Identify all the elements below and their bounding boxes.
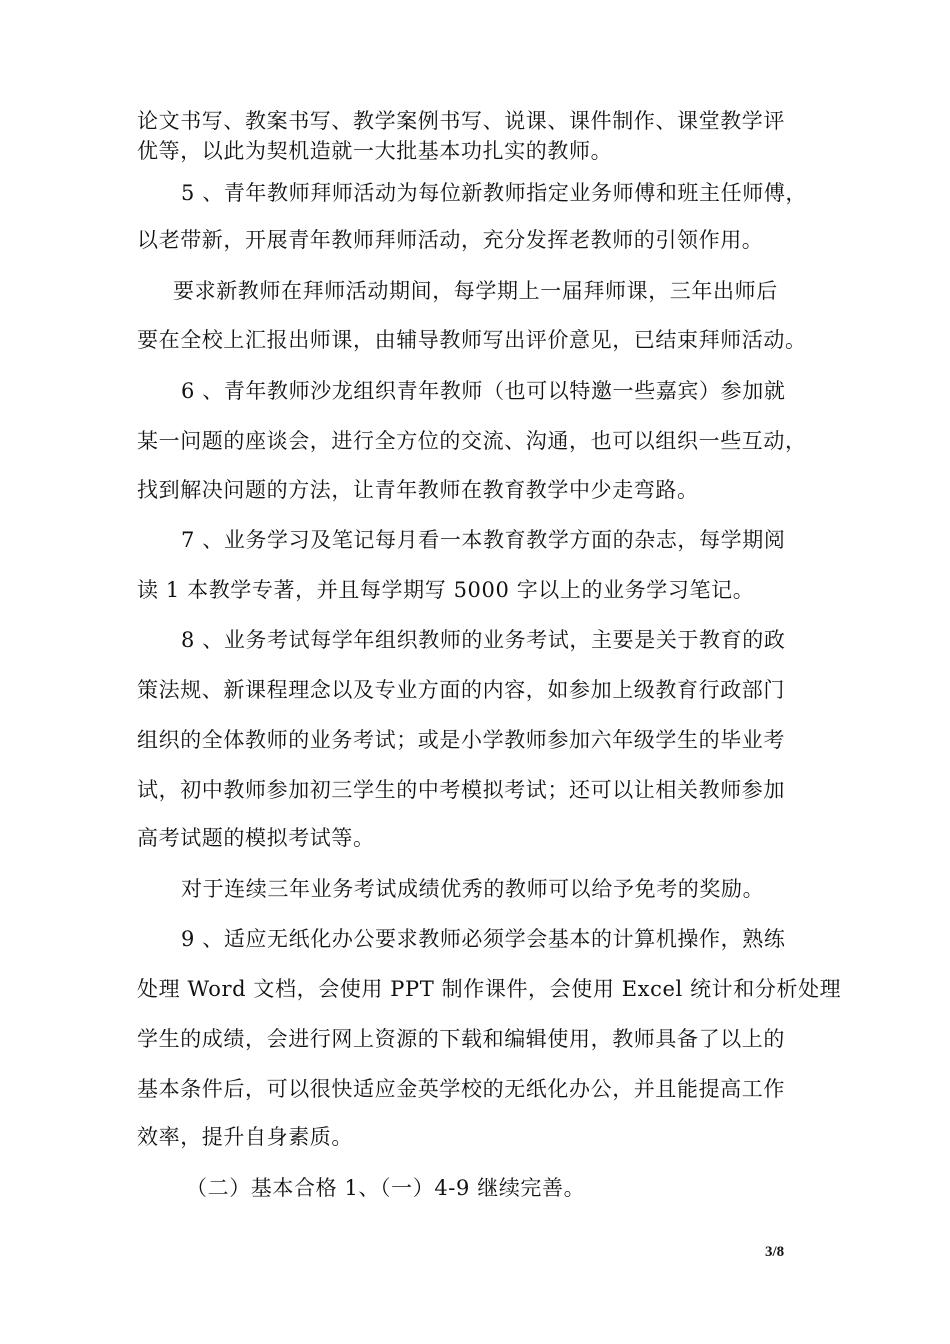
text-line: 对于连续三年业务考试成绩优秀的教师可以给予免考的奖励。 [181, 877, 765, 901]
text-line: 处理 Word 文档，会使用 PPT 制作课件，会使用 Excel 统计和分析处理 [137, 977, 842, 1001]
text-line: 优等，以此为契机造就一大批基本功扎实的教师。 [137, 139, 613, 163]
text-line: 读 1 本教学专著，并且每学期写 5000 字以上的业务学习笔记。 [137, 578, 755, 602]
text-line: 以老带新，开展青年教师拜师活动，充分发挥老教师的引领作用。 [137, 228, 764, 252]
text-line: 找到解决问题的方法，让青年教师在教育教学中少走弯路。 [137, 478, 699, 502]
text-line: 高考试题的模拟考试等。 [137, 826, 375, 850]
text-line: 试，初中教师参加初三学生的中考模拟考试；还可以让相关教师参加 [137, 778, 785, 802]
text-line: 5 、青年教师拜师活动为每位新教师指定业务师傅和班主任师傅， [181, 181, 808, 205]
text-line: 基本条件后，可以很快适应金英学校的无纸化办公，并且能提高工作 [137, 1077, 785, 1101]
text-line: 学生的成绩，会进行网上资源的下载和编辑使用，教师具备了以上的 [137, 1027, 785, 1051]
text-line: 策法规、新课程理念以及专业方面的内容，如参加上级教育行政部门 [137, 678, 785, 702]
text-line: 某一问题的座谈会，进行全方位的交流、沟通，也可以组织一些互动， [137, 429, 807, 453]
page-number: 3/8 [765, 1244, 785, 1260]
text-line: 效率，提升自身素质。 [137, 1125, 353, 1149]
text-line: 6 、青年教师沙龙组织青年教师（也可以特邀一些嘉宾）参加就 [181, 379, 786, 403]
text-line: 8 、业务考试每学年组织教师的业务考试，主要是关于教育的政 [181, 628, 786, 652]
text-line: 要在全校上汇报出师课，由辅导教师写出评价意见，已结束拜师活动。 [137, 328, 807, 352]
text-line: 7 、业务学习及笔记每月看一本教育教学方面的杂志，每学期阅 [181, 528, 786, 552]
text-line: （二）基本合格 1、（一）4-9 继续完善。 [186, 1176, 586, 1200]
text-line: 9 、适应无纸化办公要求教师必须学会基本的计算机操作，熟练 [181, 927, 786, 951]
text-line: 要求新教师在拜师活动期间，每学期上一届拜师课，三年出师后 [173, 279, 778, 303]
text-line: 论文书写、教案书写、教学案例书写、说课、课件制作、课堂教学评 [137, 109, 785, 133]
text-line: 组织的全体教师的业务考试；或是小学教师参加六年级学生的毕业考 [137, 728, 785, 752]
